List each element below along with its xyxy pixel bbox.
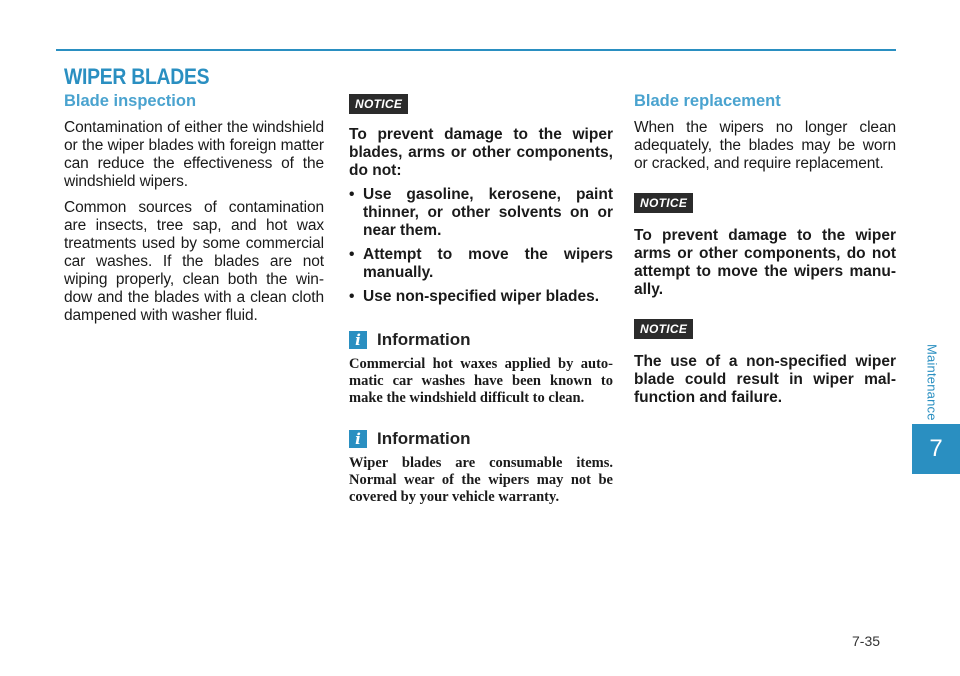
list-item: • Attempt to move the wipers manually. <box>349 246 613 282</box>
notice-intro: To prevent damage to the wiper blades, arms or other components, do not: <box>349 126 613 179</box>
information-title: Information <box>377 429 471 448</box>
information-header <box>349 330 613 350</box>
notice-non-specified-blade: The use of a non-specified wiper blade could result in wiper malfunction and failure. <box>634 353 896 406</box>
information-header <box>349 429 613 449</box>
top-divider <box>56 49 896 51</box>
page-number: 7-35 <box>852 633 881 649</box>
list-item: • Use gasoline, kerosene, paint thinner, or other solvents on or near them. <box>349 186 613 240</box>
notice-badge: NOTICE <box>349 94 408 114</box>
section-title: WIPER BLADES <box>64 64 210 89</box>
information-text-hot-wax: Commercial hot waxes applied by automatic car washes have been known to make the windshield difficult to clean. <box>349 356 613 406</box>
inspection-paragraph-1: Contamination of either the windshield or the wiper blades with foreign matter can reduce the effectiveness of the windshield wipers. <box>64 119 324 190</box>
notice-wiper-arms: To prevent damage to the wiper arms or other components, do not attempt to move the wipers manually. <box>634 227 896 298</box>
info-icon: i <box>349 430 367 448</box>
list-item: • Use non-specified wiper blades. <box>349 288 613 306</box>
chapter-tab: 7 <box>912 424 960 474</box>
inspection-paragraph-2: Common sources of contamination are insects, tree sap, and hot wax treatments used by some commercial car washes. If the blades are not wiping properly, clean both the window and the blades with a clean cloth dampened with washer fluid. <box>64 199 324 324</box>
notice-bullet-list <box>349 186 613 306</box>
info-icon: i <box>349 331 367 349</box>
column-blade-inspection <box>64 90 324 333</box>
chapter-side-label: Maintenance <box>924 343 940 421</box>
blade-inspection-heading: Blade inspection <box>64 92 197 110</box>
column-notices-information <box>349 90 613 506</box>
information-text-warranty: Wiper blades are consumable items. Normal wear of the wipers may not be covered by your vehicle warranty. <box>349 455 613 505</box>
replacement-intro: When the wipers no longer clean adequately, the blades may be worn or cracked, and require replacement. <box>634 119 896 172</box>
information-title: Information <box>377 330 471 349</box>
blade-replacement-heading: Blade replacement <box>634 92 781 110</box>
notice-badge: NOTICE <box>634 319 693 339</box>
notice-badge: NOTICE <box>634 193 693 213</box>
column-blade-replacement <box>634 90 896 407</box>
